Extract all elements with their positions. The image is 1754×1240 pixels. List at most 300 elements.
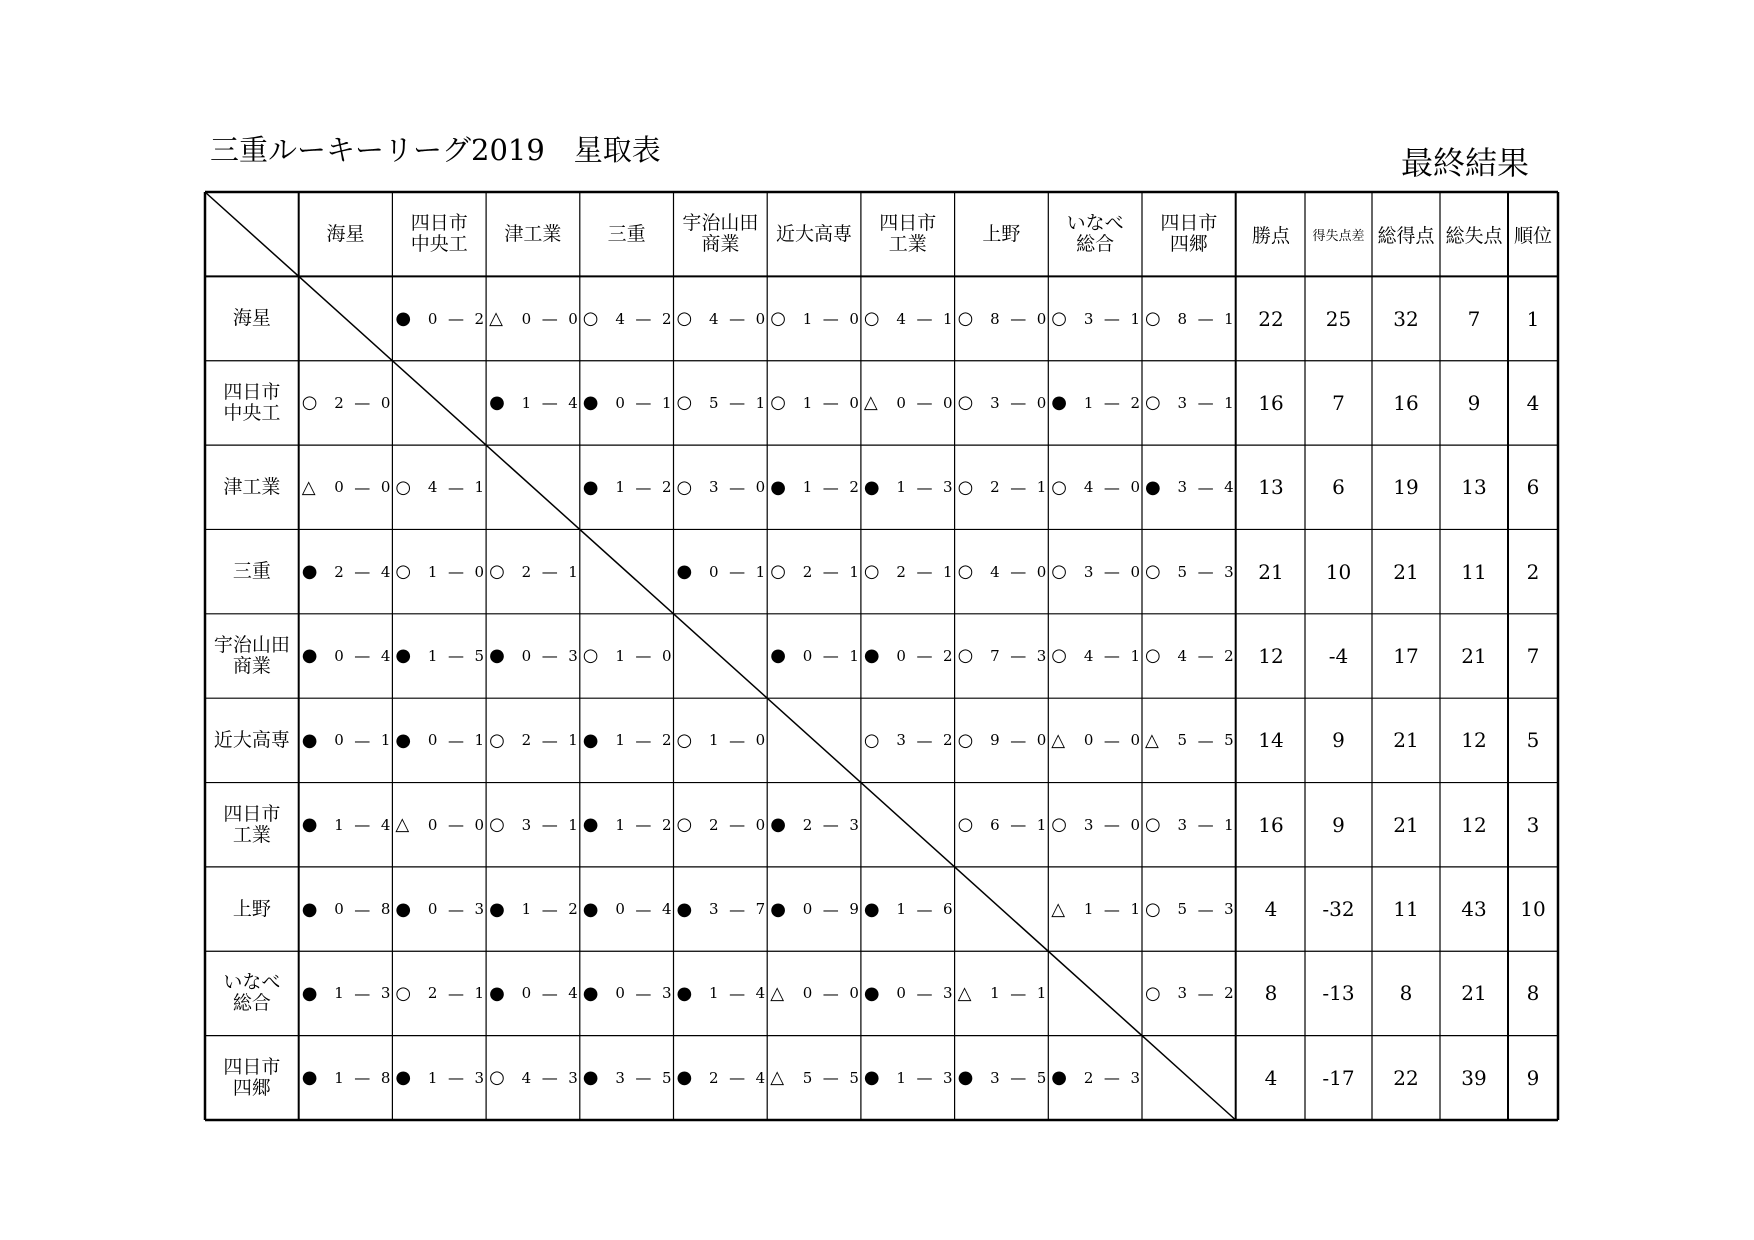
- team-name-line: 四郷: [1169, 233, 1208, 256]
- stat-header: 総得点: [1377, 224, 1435, 247]
- match-result: [767, 783, 861, 867]
- result-symbol: ●: [770, 645, 786, 667]
- score-dash: —: [1010, 730, 1027, 750]
- result-symbol: ○: [957, 561, 974, 583]
- score-for: 4: [1083, 646, 1094, 665]
- match-result: [674, 951, 768, 1035]
- score-dash: —: [916, 309, 933, 329]
- match-result: [674, 1036, 768, 1120]
- result-symbol: △: [1051, 729, 1066, 751]
- result-symbol: ○: [1145, 308, 1161, 330]
- match-result: [299, 445, 393, 529]
- score-against: 3: [380, 984, 391, 1003]
- result-symbol: ●: [582, 898, 599, 920]
- result-symbol: △: [489, 308, 503, 330]
- match-result: [767, 867, 861, 951]
- team-name-line: 工業: [888, 233, 927, 256]
- score-against: 5: [849, 1068, 859, 1087]
- score-for: 0: [427, 731, 438, 750]
- score-dash: —: [354, 730, 371, 750]
- score-dash: —: [729, 983, 746, 1003]
- match-result: [955, 783, 1049, 867]
- row-header-team: [205, 783, 299, 867]
- result-symbol: ●: [301, 561, 318, 583]
- score-for: 2: [521, 562, 532, 581]
- match-result: [486, 951, 580, 1035]
- score-for: 2: [427, 984, 438, 1003]
- result-symbol: ●: [395, 308, 412, 330]
- result-symbol: ●: [770, 898, 786, 920]
- score-for: 0: [896, 393, 906, 412]
- score-against: 1: [1036, 984, 1047, 1003]
- score-dash: —: [729, 477, 746, 497]
- result-symbol: ○: [489, 729, 505, 751]
- stat-value: 19: [1393, 475, 1419, 500]
- result-symbol: ●: [301, 814, 318, 836]
- score-for: 0: [334, 646, 344, 665]
- score-against: 4: [755, 1068, 766, 1087]
- score-dash: —: [1103, 730, 1120, 750]
- stat-value: 8: [1399, 981, 1413, 1006]
- score-against: 4: [380, 646, 391, 665]
- score-for: 0: [427, 309, 438, 328]
- score-against: 0: [755, 478, 766, 497]
- score-dash: —: [822, 983, 839, 1003]
- score-against: 0: [1036, 562, 1047, 581]
- result-symbol: △: [1051, 898, 1066, 920]
- score-against: 0: [1036, 309, 1047, 328]
- score-dash: —: [729, 562, 746, 582]
- score-against: 2: [1224, 984, 1234, 1003]
- stat-value: -13: [1322, 981, 1355, 1006]
- match-result: [767, 445, 861, 529]
- score-for: 5: [1177, 731, 1188, 750]
- score-for: 3: [1083, 562, 1094, 581]
- stat-value: 4: [1526, 390, 1540, 415]
- stat-value: 4: [1264, 1065, 1278, 1090]
- score-for: 7: [990, 646, 1000, 665]
- result-symbol: ●: [395, 898, 412, 920]
- score-for: 5: [709, 393, 719, 412]
- score-for: 3: [615, 1068, 625, 1087]
- result-symbol: ●: [582, 982, 599, 1004]
- result-symbol: ●: [489, 982, 505, 1004]
- score-for: 0: [615, 900, 625, 919]
- stat-value: 14: [1258, 728, 1284, 753]
- team-name-line: 三重: [232, 560, 271, 583]
- score-for: 4: [896, 309, 906, 328]
- match-result: [1048, 614, 1142, 698]
- match-result: [580, 614, 674, 698]
- match-result: [1048, 867, 1142, 951]
- score-dash: —: [541, 393, 558, 413]
- match-result: [1048, 361, 1142, 445]
- result-symbol: ●: [489, 898, 505, 920]
- score-against: 0: [755, 309, 766, 328]
- match-result: [861, 445, 955, 529]
- stat-value: 6: [1526, 475, 1540, 500]
- score-dash: —: [1103, 562, 1120, 582]
- score-dash: —: [729, 393, 746, 413]
- match-result: [955, 951, 1049, 1035]
- score-for: 2: [1083, 1068, 1094, 1087]
- stat-value: 1: [1526, 306, 1540, 331]
- score-against: 2: [661, 478, 672, 497]
- page-subtitle: 最終結果: [1401, 144, 1530, 182]
- score-against: 4: [661, 900, 672, 919]
- score-for: 1: [802, 478, 813, 497]
- match-result: [674, 276, 768, 360]
- score-dash: —: [541, 815, 558, 835]
- score-for: 1: [802, 309, 813, 328]
- team-name-line: 三重: [607, 222, 646, 245]
- score-for: 1: [990, 984, 1000, 1003]
- score-dash: —: [448, 646, 464, 666]
- score-against: 1: [568, 815, 578, 834]
- score-against: 3: [568, 1068, 578, 1087]
- score-dash: —: [729, 309, 746, 329]
- result-symbol: ○: [957, 814, 974, 836]
- score-against: 1: [1130, 900, 1140, 919]
- score-against: 0: [849, 393, 859, 412]
- score-against: 1: [1224, 393, 1234, 412]
- score-for: 3: [1177, 815, 1188, 834]
- score-for: 2: [521, 731, 532, 750]
- match-result: [674, 698, 768, 782]
- row-header-team: [205, 867, 299, 951]
- stat-value: 11: [1461, 559, 1487, 584]
- score-against: 2: [1130, 393, 1140, 412]
- team-name-line: 商業: [232, 654, 271, 677]
- score-dash: —: [1103, 646, 1120, 666]
- match-result: [861, 951, 955, 1035]
- score-against: 1: [474, 984, 485, 1003]
- team-name-line: 上野: [232, 897, 271, 920]
- stat-value: 4: [1264, 897, 1278, 922]
- score-dash: —: [916, 393, 933, 413]
- match-result: [955, 614, 1049, 698]
- score-for: 4: [709, 309, 719, 328]
- score-against: 1: [568, 731, 578, 750]
- match-result: [580, 867, 674, 951]
- stat-value: 39: [1461, 1065, 1487, 1090]
- match-result: [392, 867, 486, 951]
- score-dash: —: [1197, 983, 1214, 1003]
- score-dash: —: [448, 815, 464, 835]
- score-dash: —: [1197, 730, 1214, 750]
- result-symbol: ●: [676, 898, 693, 920]
- match-result: [674, 445, 768, 529]
- result-symbol: △: [395, 814, 410, 836]
- match-result: [486, 529, 580, 613]
- result-symbol: ●: [489, 392, 505, 414]
- column-header-team: [1048, 192, 1142, 276]
- score-against: 9: [849, 900, 859, 919]
- score-dash: —: [1103, 815, 1120, 835]
- result-symbol: ○: [395, 982, 412, 1004]
- result-symbol: ●: [863, 982, 880, 1004]
- score-against: 0: [474, 562, 485, 581]
- stat-header: 総失点: [1445, 224, 1503, 247]
- match-result: [486, 867, 580, 951]
- stat-header: 勝点: [1251, 224, 1290, 247]
- stat-value: 21: [1461, 643, 1487, 668]
- score-for: 1: [802, 393, 813, 412]
- score-for: 0: [615, 393, 625, 412]
- score-against: 4: [380, 562, 391, 581]
- match-result: [1048, 1036, 1142, 1120]
- result-symbol: ○: [1145, 814, 1161, 836]
- score-for: 1: [896, 900, 906, 919]
- score-dash: —: [448, 983, 464, 1003]
- score-dash: —: [541, 646, 558, 666]
- score-dash: —: [1010, 562, 1027, 582]
- score-for: 1: [615, 478, 625, 497]
- score-dash: —: [541, 983, 558, 1003]
- score-against: 0: [755, 731, 766, 750]
- result-symbol: ●: [301, 729, 318, 751]
- score-against: 3: [943, 984, 953, 1003]
- score-against: 4: [1224, 478, 1234, 497]
- row-header-team: [205, 361, 299, 445]
- score-dash: —: [635, 393, 652, 413]
- score-against: 2: [849, 478, 859, 497]
- score-against: 1: [1130, 646, 1140, 665]
- score-against: 5: [1224, 731, 1234, 750]
- score-dash: —: [822, 1068, 839, 1088]
- score-against: 1: [474, 478, 485, 497]
- score-against: 0: [849, 309, 859, 328]
- score-against: 1: [755, 562, 766, 581]
- score-dash: —: [916, 983, 933, 1003]
- score-dash: —: [1103, 393, 1120, 413]
- score-for: 1: [427, 1068, 438, 1087]
- score-against: 1: [849, 562, 859, 581]
- team-name-line: いなべ: [223, 971, 281, 994]
- score-for: 5: [802, 1068, 813, 1087]
- column-header-team: [861, 192, 955, 276]
- score-for: 8: [1177, 309, 1188, 328]
- result-symbol: ○: [957, 308, 974, 330]
- result-symbol: ○: [395, 476, 412, 498]
- match-result: [1142, 698, 1236, 782]
- result-symbol: ●: [863, 898, 880, 920]
- score-dash: —: [354, 983, 371, 1003]
- score-dash: —: [1103, 1068, 1120, 1088]
- match-result: [1142, 445, 1236, 529]
- score-dash: —: [822, 309, 839, 329]
- team-name-line: 上野: [982, 222, 1021, 245]
- score-for: 1: [521, 393, 532, 412]
- match-result: [1142, 783, 1236, 867]
- match-result: [767, 1036, 861, 1120]
- team-name-line: 総合: [1076, 233, 1115, 256]
- team-name-line: 商業: [701, 233, 740, 256]
- row-header-team: [205, 276, 299, 360]
- score-dash: —: [448, 562, 464, 582]
- score-dash: —: [448, 899, 464, 919]
- result-symbol: ○: [489, 561, 505, 583]
- result-symbol: ●: [301, 898, 318, 920]
- score-for: 1: [334, 1068, 344, 1087]
- result-symbol: ○: [1051, 561, 1068, 583]
- score-for: 2: [802, 815, 813, 834]
- score-against: 0: [1130, 562, 1140, 581]
- stat-value: 16: [1258, 390, 1284, 415]
- score-against: 0: [1130, 815, 1140, 834]
- result-symbol: ○: [957, 476, 974, 498]
- match-result: [580, 783, 674, 867]
- result-symbol: ●: [395, 645, 412, 667]
- stat-value: 6: [1332, 475, 1345, 500]
- score-against: 0: [568, 309, 578, 328]
- score-against: 1: [943, 562, 953, 581]
- match-result: [955, 698, 1049, 782]
- score-for: 0: [802, 900, 813, 919]
- result-symbol: ○: [863, 729, 880, 751]
- match-result: [861, 529, 955, 613]
- result-symbol: ○: [1051, 645, 1068, 667]
- score-dash: —: [635, 646, 652, 666]
- score-dash: —: [1103, 899, 1120, 919]
- score-against: 5: [474, 646, 485, 665]
- score-for: 2: [709, 815, 719, 834]
- match-result: [955, 276, 1049, 360]
- result-symbol: ●: [582, 476, 599, 498]
- match-result: [955, 445, 1049, 529]
- score-for: 1: [1083, 393, 1094, 412]
- score-dash: —: [729, 730, 746, 750]
- score-against: 3: [568, 646, 578, 665]
- score-dash: —: [916, 562, 933, 582]
- result-symbol: ○: [1051, 476, 1068, 498]
- score-dash: —: [916, 730, 933, 750]
- stat-value: 17: [1393, 643, 1419, 668]
- score-for: 1: [615, 646, 625, 665]
- result-symbol: ○: [770, 308, 786, 330]
- score-for: 0: [896, 984, 906, 1003]
- match-result: [767, 276, 861, 360]
- score-for: 4: [615, 309, 625, 328]
- result-symbol: △: [1145, 729, 1159, 751]
- column-header-team: [955, 192, 1049, 276]
- score-against: 0: [755, 815, 766, 834]
- score-for: 1: [615, 815, 625, 834]
- result-symbol: △: [863, 392, 878, 414]
- team-name-line: 津工業: [223, 475, 281, 498]
- score-for: 3: [1177, 478, 1188, 497]
- score-dash: —: [635, 309, 652, 329]
- match-result: [392, 698, 486, 782]
- match-result: [1142, 276, 1236, 360]
- stat-value: 9: [1467, 390, 1481, 415]
- team-name-line: 近大高専: [776, 222, 853, 245]
- score-for: 3: [709, 478, 719, 497]
- result-symbol: ○: [1051, 814, 1068, 836]
- stat-value: -4: [1328, 643, 1349, 668]
- score-dash: —: [354, 1068, 371, 1088]
- score-for: 0: [334, 478, 344, 497]
- stat-value: 10: [1520, 897, 1546, 922]
- score-against: 3: [661, 984, 672, 1003]
- score-for: 0: [802, 646, 813, 665]
- score-against: 0: [1036, 731, 1047, 750]
- match-result: [486, 1036, 580, 1120]
- match-result: [580, 1036, 674, 1120]
- score-dash: —: [1010, 309, 1027, 329]
- team-name-line: 中央工: [223, 401, 281, 424]
- score-against: 1: [1224, 815, 1234, 834]
- team-name-line: 工業: [232, 823, 271, 846]
- result-symbol: △: [770, 982, 785, 1004]
- score-dash: —: [1197, 646, 1214, 666]
- result-symbol: ●: [301, 982, 318, 1004]
- score-against: 3: [474, 900, 485, 919]
- stat-value: 12: [1461, 728, 1487, 753]
- score-against: 8: [380, 900, 391, 919]
- score-dash: —: [541, 562, 558, 582]
- team-name-line: 中央工: [410, 233, 468, 256]
- stat-value: 43: [1461, 897, 1487, 922]
- match-result: [486, 698, 580, 782]
- result-symbol: ●: [489, 645, 505, 667]
- stat-value: 22: [1393, 1065, 1419, 1090]
- score-dash: —: [354, 815, 371, 835]
- score-for: 4: [990, 562, 1000, 581]
- score-against: 6: [943, 900, 953, 919]
- score-for: 1: [521, 900, 532, 919]
- score-for: 1: [896, 478, 906, 497]
- score-against: 3: [943, 1068, 953, 1087]
- result-symbol: ○: [1145, 898, 1161, 920]
- stat-value: 16: [1393, 390, 1419, 415]
- stat-value: 11: [1393, 897, 1419, 922]
- score-against: 4: [568, 393, 578, 412]
- score-against: 1: [849, 646, 859, 665]
- result-symbol: ○: [957, 729, 974, 751]
- score-for: 0: [615, 984, 625, 1003]
- score-dash: —: [354, 562, 371, 582]
- match-result: [1048, 445, 1142, 529]
- match-result: [861, 614, 955, 698]
- score-dash: —: [354, 899, 371, 919]
- score-dash: —: [1010, 983, 1027, 1003]
- result-symbol: ●: [957, 1067, 974, 1089]
- match-result: [299, 867, 393, 951]
- stat-value: 21: [1393, 812, 1419, 837]
- score-for: 0: [709, 562, 719, 581]
- match-result: [299, 698, 393, 782]
- result-symbol: ●: [582, 1067, 599, 1089]
- stat-value: 7: [1332, 390, 1345, 415]
- team-name-line: 四日市: [879, 212, 937, 235]
- score-dash: —: [354, 393, 371, 413]
- score-against: 1: [380, 731, 391, 750]
- score-dash: —: [541, 1068, 558, 1088]
- match-result: [1142, 614, 1236, 698]
- match-result: [580, 361, 674, 445]
- score-dash: —: [541, 309, 558, 329]
- score-dash: —: [916, 477, 933, 497]
- score-against: 8: [380, 1068, 391, 1087]
- match-result: [392, 276, 486, 360]
- score-dash: —: [1197, 562, 1214, 582]
- result-symbol: ●: [582, 729, 599, 751]
- match-result: [861, 276, 955, 360]
- score-for: 3: [1177, 984, 1188, 1003]
- result-symbol: ○: [863, 561, 880, 583]
- score-for: 4: [1083, 478, 1094, 497]
